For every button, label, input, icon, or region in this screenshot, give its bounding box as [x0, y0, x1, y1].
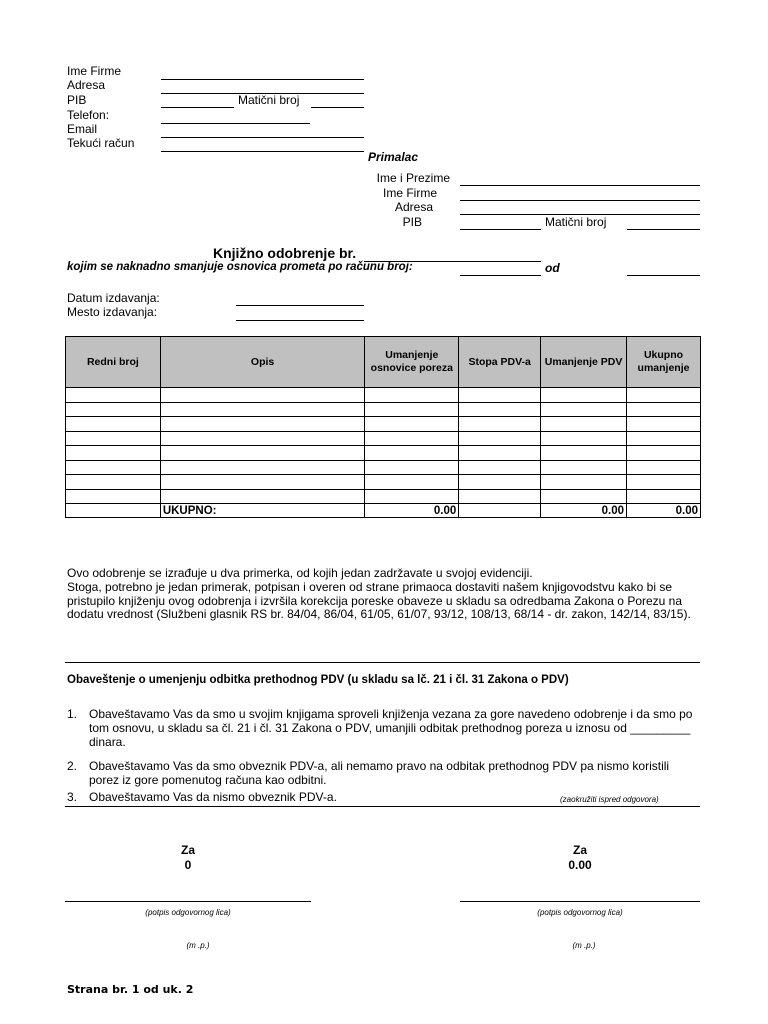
notice-item-text: Obaveštavamo Vas da nismo obveznik PDV-a.	[89, 790, 337, 804]
table-row[interactable]	[66, 402, 701, 417]
notice-item-number[interactable]: 3.	[67, 790, 78, 804]
left-signature-caption: (potpis odgovornog lica)	[145, 908, 231, 917]
table-row[interactable]	[66, 489, 701, 504]
table-row[interactable]	[66, 388, 701, 403]
column-header: Opis	[160, 337, 365, 388]
recipient-company-label: Ime Firme	[383, 186, 437, 200]
total-base-value: 0.00	[365, 504, 459, 518]
notice-heading: Obaveštenje o umenjenju odbitka prethodnog PDV (u skladu sa lč. 21 i čl. 31 Zakona o PDV)	[67, 674, 569, 686]
table-row[interactable]	[66, 475, 701, 490]
column-header: Ukupno umanjenje	[627, 337, 701, 388]
recipient-name-label: Ime i Prezime	[376, 171, 450, 185]
invoice-number-field[interactable]	[460, 275, 541, 276]
table-row[interactable]	[66, 446, 701, 461]
table-header-row	[66, 337, 701, 388]
invoice-date-field[interactable]	[627, 275, 700, 276]
issue-place-label: Mesto izdavanja:	[67, 305, 158, 319]
items-table	[65, 336, 701, 518]
recipient-pib-label: PIB	[402, 215, 422, 229]
document-subtitle: kojim se naknadno smanjuje osnovica prometa po računu broj:	[67, 261, 413, 273]
issue-place-field[interactable]	[236, 320, 364, 321]
sender-company-field[interactable]	[161, 79, 364, 80]
recipient-mb-field[interactable]	[627, 229, 700, 230]
right-signature-line[interactable]	[460, 901, 700, 902]
total-vat-value: 0.00	[541, 504, 627, 518]
total-sum-value: 0.00	[627, 504, 701, 518]
section-divider	[65, 806, 700, 807]
sender-mb-field[interactable]	[311, 107, 364, 108]
left-stamp-caption: (m .p.)	[186, 941, 210, 950]
notice-item-number[interactable]: 1.	[67, 707, 78, 721]
notice-item-text: Obaveštavamo Vas da smo u svojim knjigama sproveli knjiženja vezana za gore navedeno odobrenje i da smo po tom osnovu, u skladu sa čl. 21 i čl. 31 Zakona o PDV, umanjili odbitak prethodnog poreza u iznosu od _________ dinara.	[89, 707, 693, 749]
right-signature-caption: (potpis odgovornog lica)	[537, 908, 623, 917]
recipient-company-field[interactable]	[460, 200, 700, 201]
sender-mb-label: Matični broj	[238, 93, 300, 107]
right-za-value: 0.00	[568, 858, 592, 872]
left-signature-line[interactable]	[65, 901, 311, 902]
recipient-name-field[interactable]	[460, 185, 700, 186]
sender-pib-field[interactable]	[161, 107, 234, 108]
recipient-pib-field[interactable]	[460, 229, 541, 230]
section-divider	[65, 662, 700, 663]
sender-account-field[interactable]	[161, 151, 364, 152]
column-header: Redni broj	[66, 337, 161, 388]
sender-email-field[interactable]	[161, 137, 364, 138]
left-za-label: Za	[180, 843, 195, 857]
total-row	[66, 504, 701, 518]
od-label: od	[545, 261, 560, 275]
page-number: Strana br. 1 od uk. 2	[67, 983, 194, 996]
note-paragraph: Ovo odobrenje se izrađuje u dva primerka, od kojih jedan zadržavate u svojoj evidenciji.	[67, 566, 533, 580]
sender-address-label: Adresa	[67, 78, 106, 92]
total-label: UKUPNO:	[160, 504, 365, 518]
column-header: Umanjenje PDV	[541, 337, 627, 388]
notice-item-number[interactable]: 2.	[67, 759, 78, 773]
sender-phone-label: Telefon:	[67, 108, 110, 122]
right-za-label: Za	[572, 843, 587, 857]
recipient-heading: Primalac	[368, 150, 419, 164]
right-stamp-caption: (m .p.)	[572, 941, 596, 950]
column-header: Stopa PDV-a	[459, 337, 541, 388]
sender-phone-field[interactable]	[161, 123, 310, 124]
note-paragraph-legal: Stoga, potrebno je jedan primerak, potpisan i overen od strane primaoca dostaviti našem knjigovodstvu kako bi se pristupilo knjiženju ovog odobrenja i izvršila korekcija poreske obaveze u skladu sa odredbama Zakona o Porezu na dodatu vrednost (Službeni glasnik RS br. 84/04, 86/04, 61/05, 61/07, 93/12, 108/13, 68/14 - dr. zakon, 142/14, 83/15).	[67, 580, 691, 621]
left-za-value: 0	[184, 858, 192, 872]
sender-company-label: Ime Firme	[67, 64, 121, 78]
sender-account-label: Tekući račun	[67, 136, 135, 150]
issue-date-label: Datum izdavanja:	[67, 291, 160, 305]
sender-pib-label: PIB	[67, 93, 87, 107]
column-header: Umanjenje osnovice poreza	[365, 337, 459, 388]
issue-date-field[interactable]	[236, 305, 364, 306]
table-row[interactable]	[66, 431, 701, 446]
document-title: Knjižno odobrenje br.	[213, 245, 357, 261]
sender-email-label: Email	[67, 122, 98, 136]
circle-hint: (zaokružiti ispred odgovora)	[560, 795, 659, 804]
notice-item-text: Obaveštavamo Vas da smo obveznik PDV-a, ali nemamo pravo na odbitak prethodnog PDV pa nismo koristili porez iz gore pomenutog računa kao odbitni.	[89, 759, 670, 787]
table-row[interactable]	[66, 417, 701, 432]
table-row[interactable]	[66, 460, 701, 475]
recipient-address-label: Adresa	[394, 200, 433, 214]
recipient-mb-label: Matični broj	[545, 215, 607, 229]
